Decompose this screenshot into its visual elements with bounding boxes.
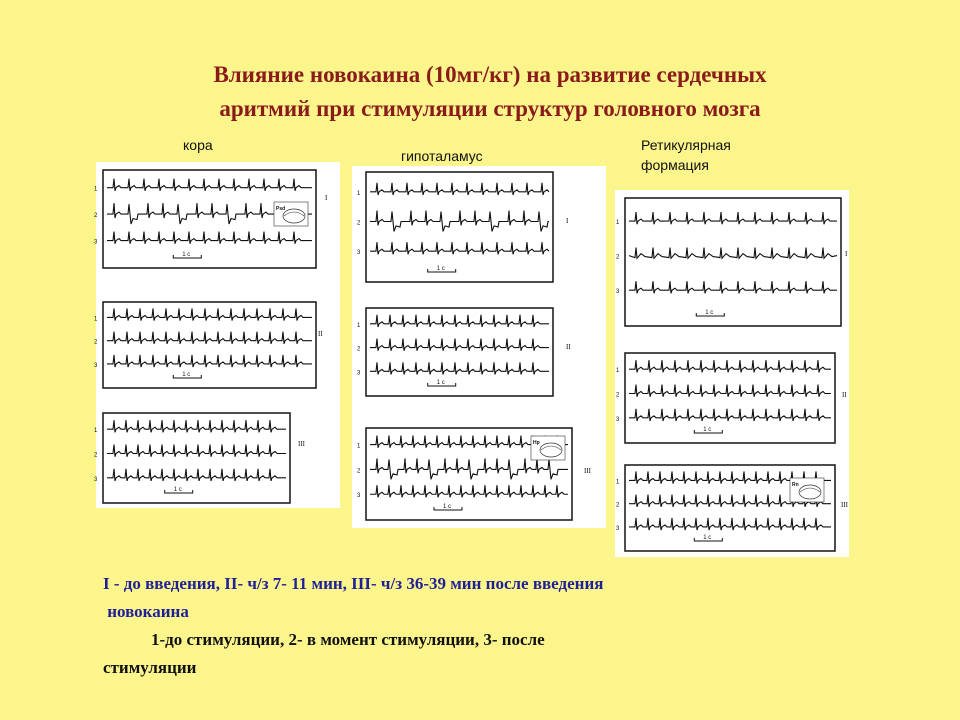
- reticular-label-line-2: формация: [641, 157, 709, 173]
- column-label-hypothalamus: гипоталамус: [401, 148, 483, 164]
- scale-label: 1 с: [182, 372, 191, 378]
- ecg-lead-number: 1: [616, 368, 620, 375]
- ecg-frame: [625, 198, 841, 326]
- ecg-panel-hypo-I: [357, 172, 569, 282]
- period-numeral: II: [842, 391, 847, 399]
- ecg-lead-number: 3: [616, 416, 620, 423]
- inset-label: Нр: [533, 440, 540, 446]
- ecg-lead-number: 2: [616, 392, 620, 399]
- period-numeral: III: [584, 467, 591, 475]
- brain-section-inset: [274, 202, 308, 226]
- ecg-panel-cortex-I: [94, 170, 328, 268]
- ecg-lead-number: 1: [94, 186, 98, 193]
- caption-line-2: новокаина: [103, 602, 189, 621]
- inset-label: Rn: [792, 482, 799, 488]
- scale-label: 1 с: [173, 487, 182, 493]
- ecg-lead-number: 3: [94, 476, 98, 483]
- ecg-lead-number: 2: [357, 346, 361, 353]
- brain-section-inset: [790, 478, 824, 502]
- caption-line-3: 1-до стимуляции, 2- в момент стимуляции, 3- после: [151, 630, 545, 649]
- ecg-lead-number: 3: [94, 362, 98, 369]
- brain-section-inset: [531, 436, 565, 460]
- ecg-lead-number: 2: [94, 339, 98, 346]
- caption-line-1: I - до введения, II- ч/з 7- 11 мин, III- ч/з 36-39 мин после введения: [103, 574, 604, 593]
- ecg-lead-number: 1: [357, 322, 361, 329]
- ecg-lead-number: 1: [357, 190, 361, 197]
- scale-label: 1 с: [436, 266, 445, 272]
- period-numeral: III: [841, 501, 848, 509]
- ecg-lead-number: 3: [94, 239, 98, 246]
- scale-label: 1 с: [703, 427, 712, 433]
- inset-label: Рsd: [276, 206, 286, 212]
- column-label-cortex: кора: [183, 137, 213, 153]
- scale-label: 1 с: [705, 310, 714, 316]
- period-numeral: III: [298, 440, 305, 448]
- ecg-lead-number: 2: [94, 213, 98, 220]
- title-line-2: аритмий при стимуляции структур головного мозга: [219, 96, 761, 121]
- ecg-panel-reticular-III: [616, 465, 849, 551]
- ecg-lead-number: 1: [616, 220, 620, 227]
- period-numeral: II: [566, 343, 571, 351]
- ecg-lead-number: 2: [357, 220, 361, 227]
- ecg-lead-number: 3: [357, 250, 361, 257]
- period-numeral: I: [566, 217, 569, 225]
- ecg-panel-hypo-II: [357, 308, 571, 396]
- ecg-panel-reticular-I: [616, 198, 848, 326]
- reticular-label-line-1: Ретикулярная: [641, 137, 731, 153]
- ecg-lead-number: 3: [616, 289, 620, 296]
- ecg-lead-number: 1: [357, 443, 361, 450]
- ecg-frame: [103, 413, 290, 503]
- scale-label: 1 с: [436, 380, 445, 386]
- ecg-panel-reticular-II: [616, 353, 847, 443]
- ecg-lead-number: 3: [357, 493, 361, 500]
- ecg-frame: [625, 353, 835, 443]
- period-numeral: II: [318, 330, 323, 338]
- period-numeral: I: [325, 194, 328, 202]
- ecg-panel-hypo-III: [357, 428, 592, 520]
- ecg-panel-cortex-III: [94, 413, 306, 503]
- ecg-lead-number: 3: [616, 525, 620, 532]
- caption: [103, 570, 923, 682]
- ecg-lead-number: 1: [94, 428, 98, 435]
- ecg-lead-number: 2: [616, 502, 620, 509]
- ecg-lead-number: 2: [357, 468, 361, 475]
- caption-line-4: стимуляции: [103, 658, 197, 677]
- ecg-lead-number: 1: [94, 316, 98, 323]
- title-line-1: Влияние новокаина (10мг/кг) на развитие сердечных: [213, 62, 767, 87]
- scale-label: 1 с: [703, 535, 712, 541]
- ecg-panel-cortex-II: [94, 302, 323, 388]
- ecg-lead-number: 2: [94, 452, 98, 459]
- scale-label: 1 с: [442, 504, 451, 510]
- scale-label: 1 с: [182, 252, 191, 258]
- ecg-frame: [366, 308, 553, 396]
- ecg-lead-number: 1: [616, 479, 620, 486]
- period-numeral: I: [845, 250, 848, 258]
- ecg-lead-number: 3: [357, 370, 361, 377]
- ecg-lead-number: 2: [616, 254, 620, 261]
